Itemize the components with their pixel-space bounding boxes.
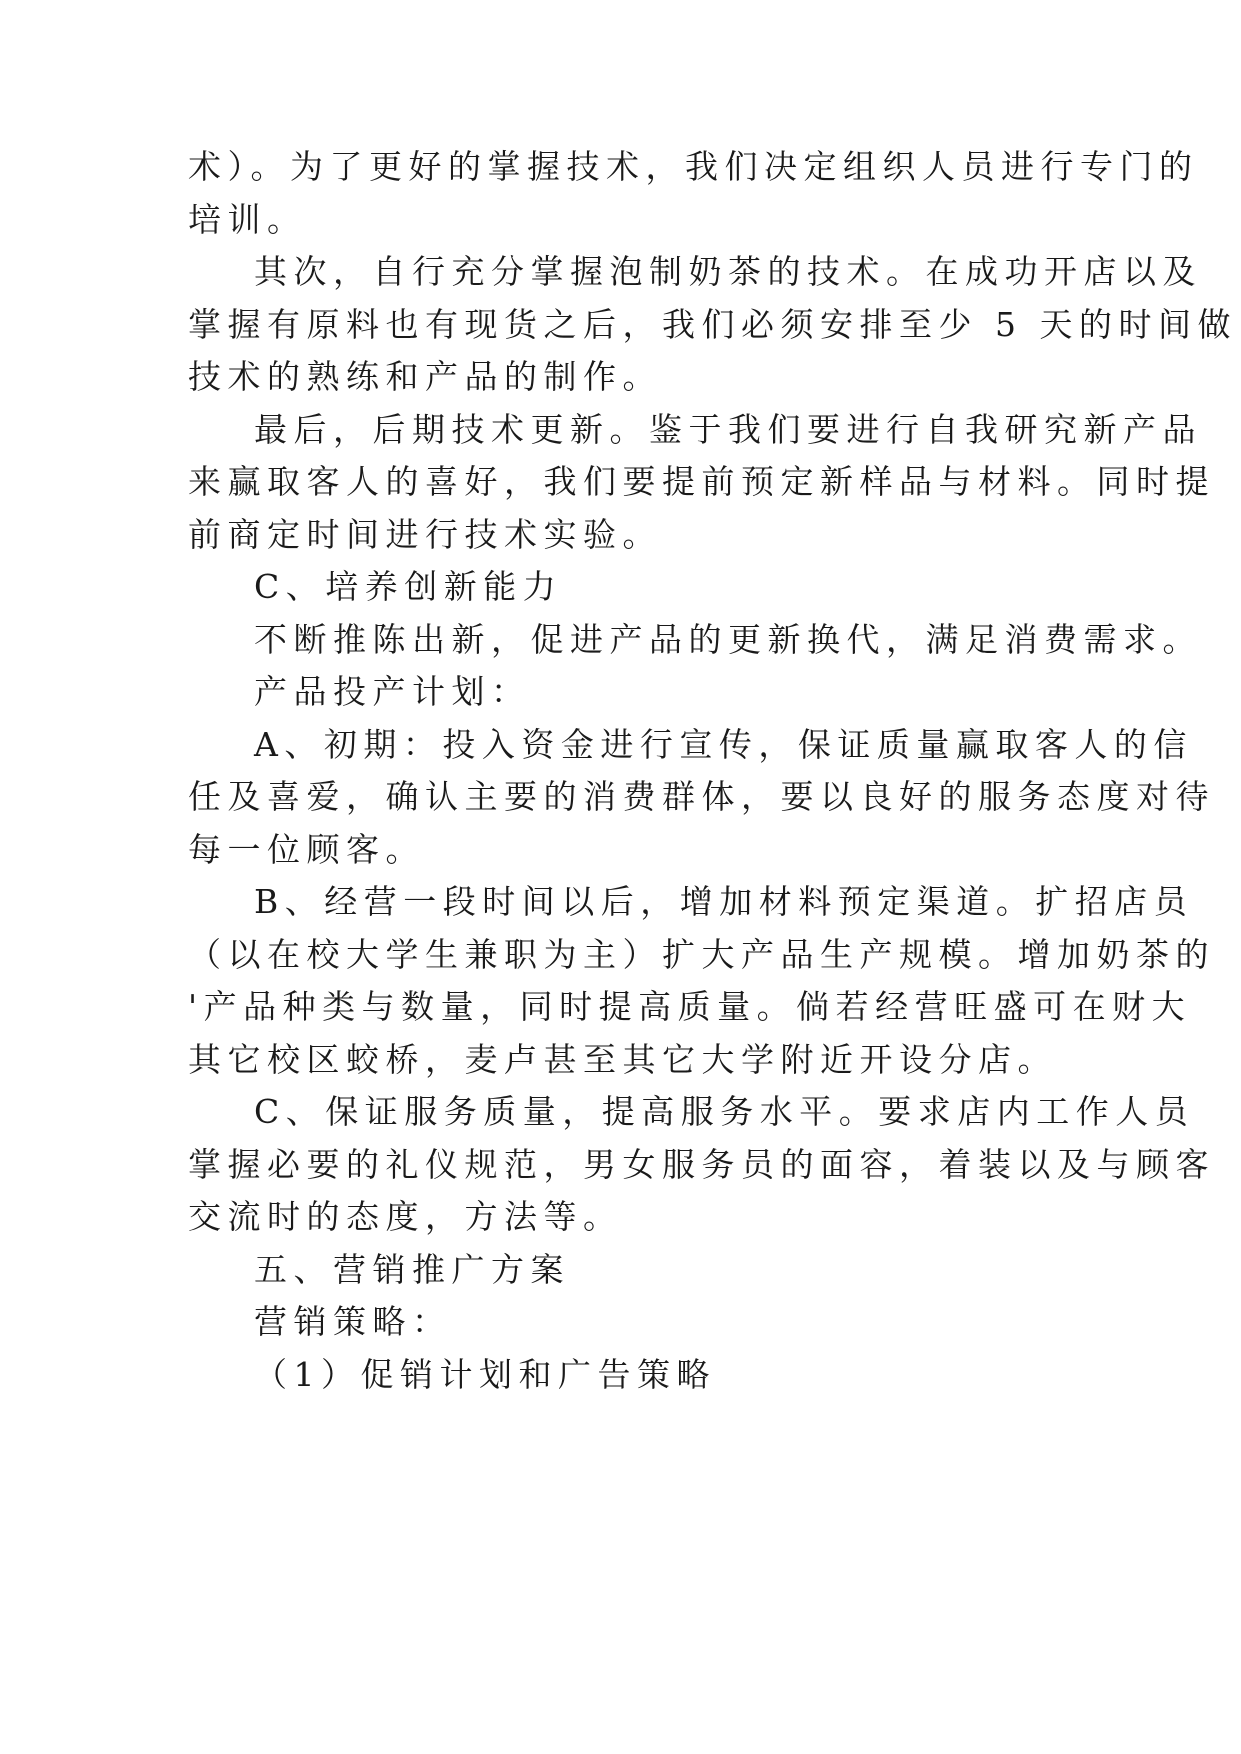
text-line: 最后，后期技术更新。鉴于我们要进行自我研究新产品 xyxy=(254,410,1202,449)
text-line: A、初期：投入资金进行宣传，保证质量赢取客人的信 xyxy=(254,725,1193,764)
text-line: 技术的熟练和产品的制作。 xyxy=(188,357,662,396)
text-line: 掌握必要的礼仪规范，男女服务员的面容，着装以及与顾客 xyxy=(188,1145,1215,1184)
text-line: 任及喜爱，确认主要的消费群体，要以良好的服务态度对待 xyxy=(188,777,1215,816)
section-heading: （1）促销计划和广告策略 xyxy=(254,1355,716,1394)
text-line: C、保证服务质量，提高服务水平。要求店内工作人员 xyxy=(254,1092,1195,1131)
text-line: 每一位顾客。 xyxy=(188,830,425,869)
text-line: 掌握有原料也有现货之后，我们必须安排至少 5 天的时间做 xyxy=(188,305,1237,344)
section-heading: 产品投产计划： xyxy=(254,672,531,711)
text-line: 其次，自行充分掌握泡制奶茶的技术。在成功开店以及 xyxy=(254,252,1202,291)
text-line: 其它校区蛟桥，麦卢甚至其它大学附近开设分店。 xyxy=(188,1040,1057,1079)
text-line: 不断推陈出新，促进产品的更新换代，满足消费需求。 xyxy=(254,620,1202,659)
text-line: 术）。为了更好的掌握技术，我们决定组织人员进行专门的 xyxy=(188,147,1199,186)
text-line: （以在校大学生兼职为主）扩大产品生产规模。增加奶茶的 xyxy=(188,935,1215,974)
text-line: 来赢取客人的喜好，我们要提前预定新样品与材料。同时提 xyxy=(188,462,1215,501)
text-line: 培训。 xyxy=(188,200,307,239)
text-line: 前商定时间进行技术实验。 xyxy=(188,515,662,554)
section-heading: 五、营销推广方案 xyxy=(254,1250,570,1289)
section-heading: C、培养创新能力 xyxy=(254,567,563,606)
text-line: B、经营一段时间以后，增加材料预定渠道。扩招店员 xyxy=(254,882,1194,921)
section-heading: 营销策略： xyxy=(254,1302,452,1341)
text-line: 交流时的态度，方法等。 xyxy=(188,1197,623,1236)
text-line: '产品种类与数量，同时提高质量。倘若经营旺盛可在财大 xyxy=(188,987,1192,1026)
